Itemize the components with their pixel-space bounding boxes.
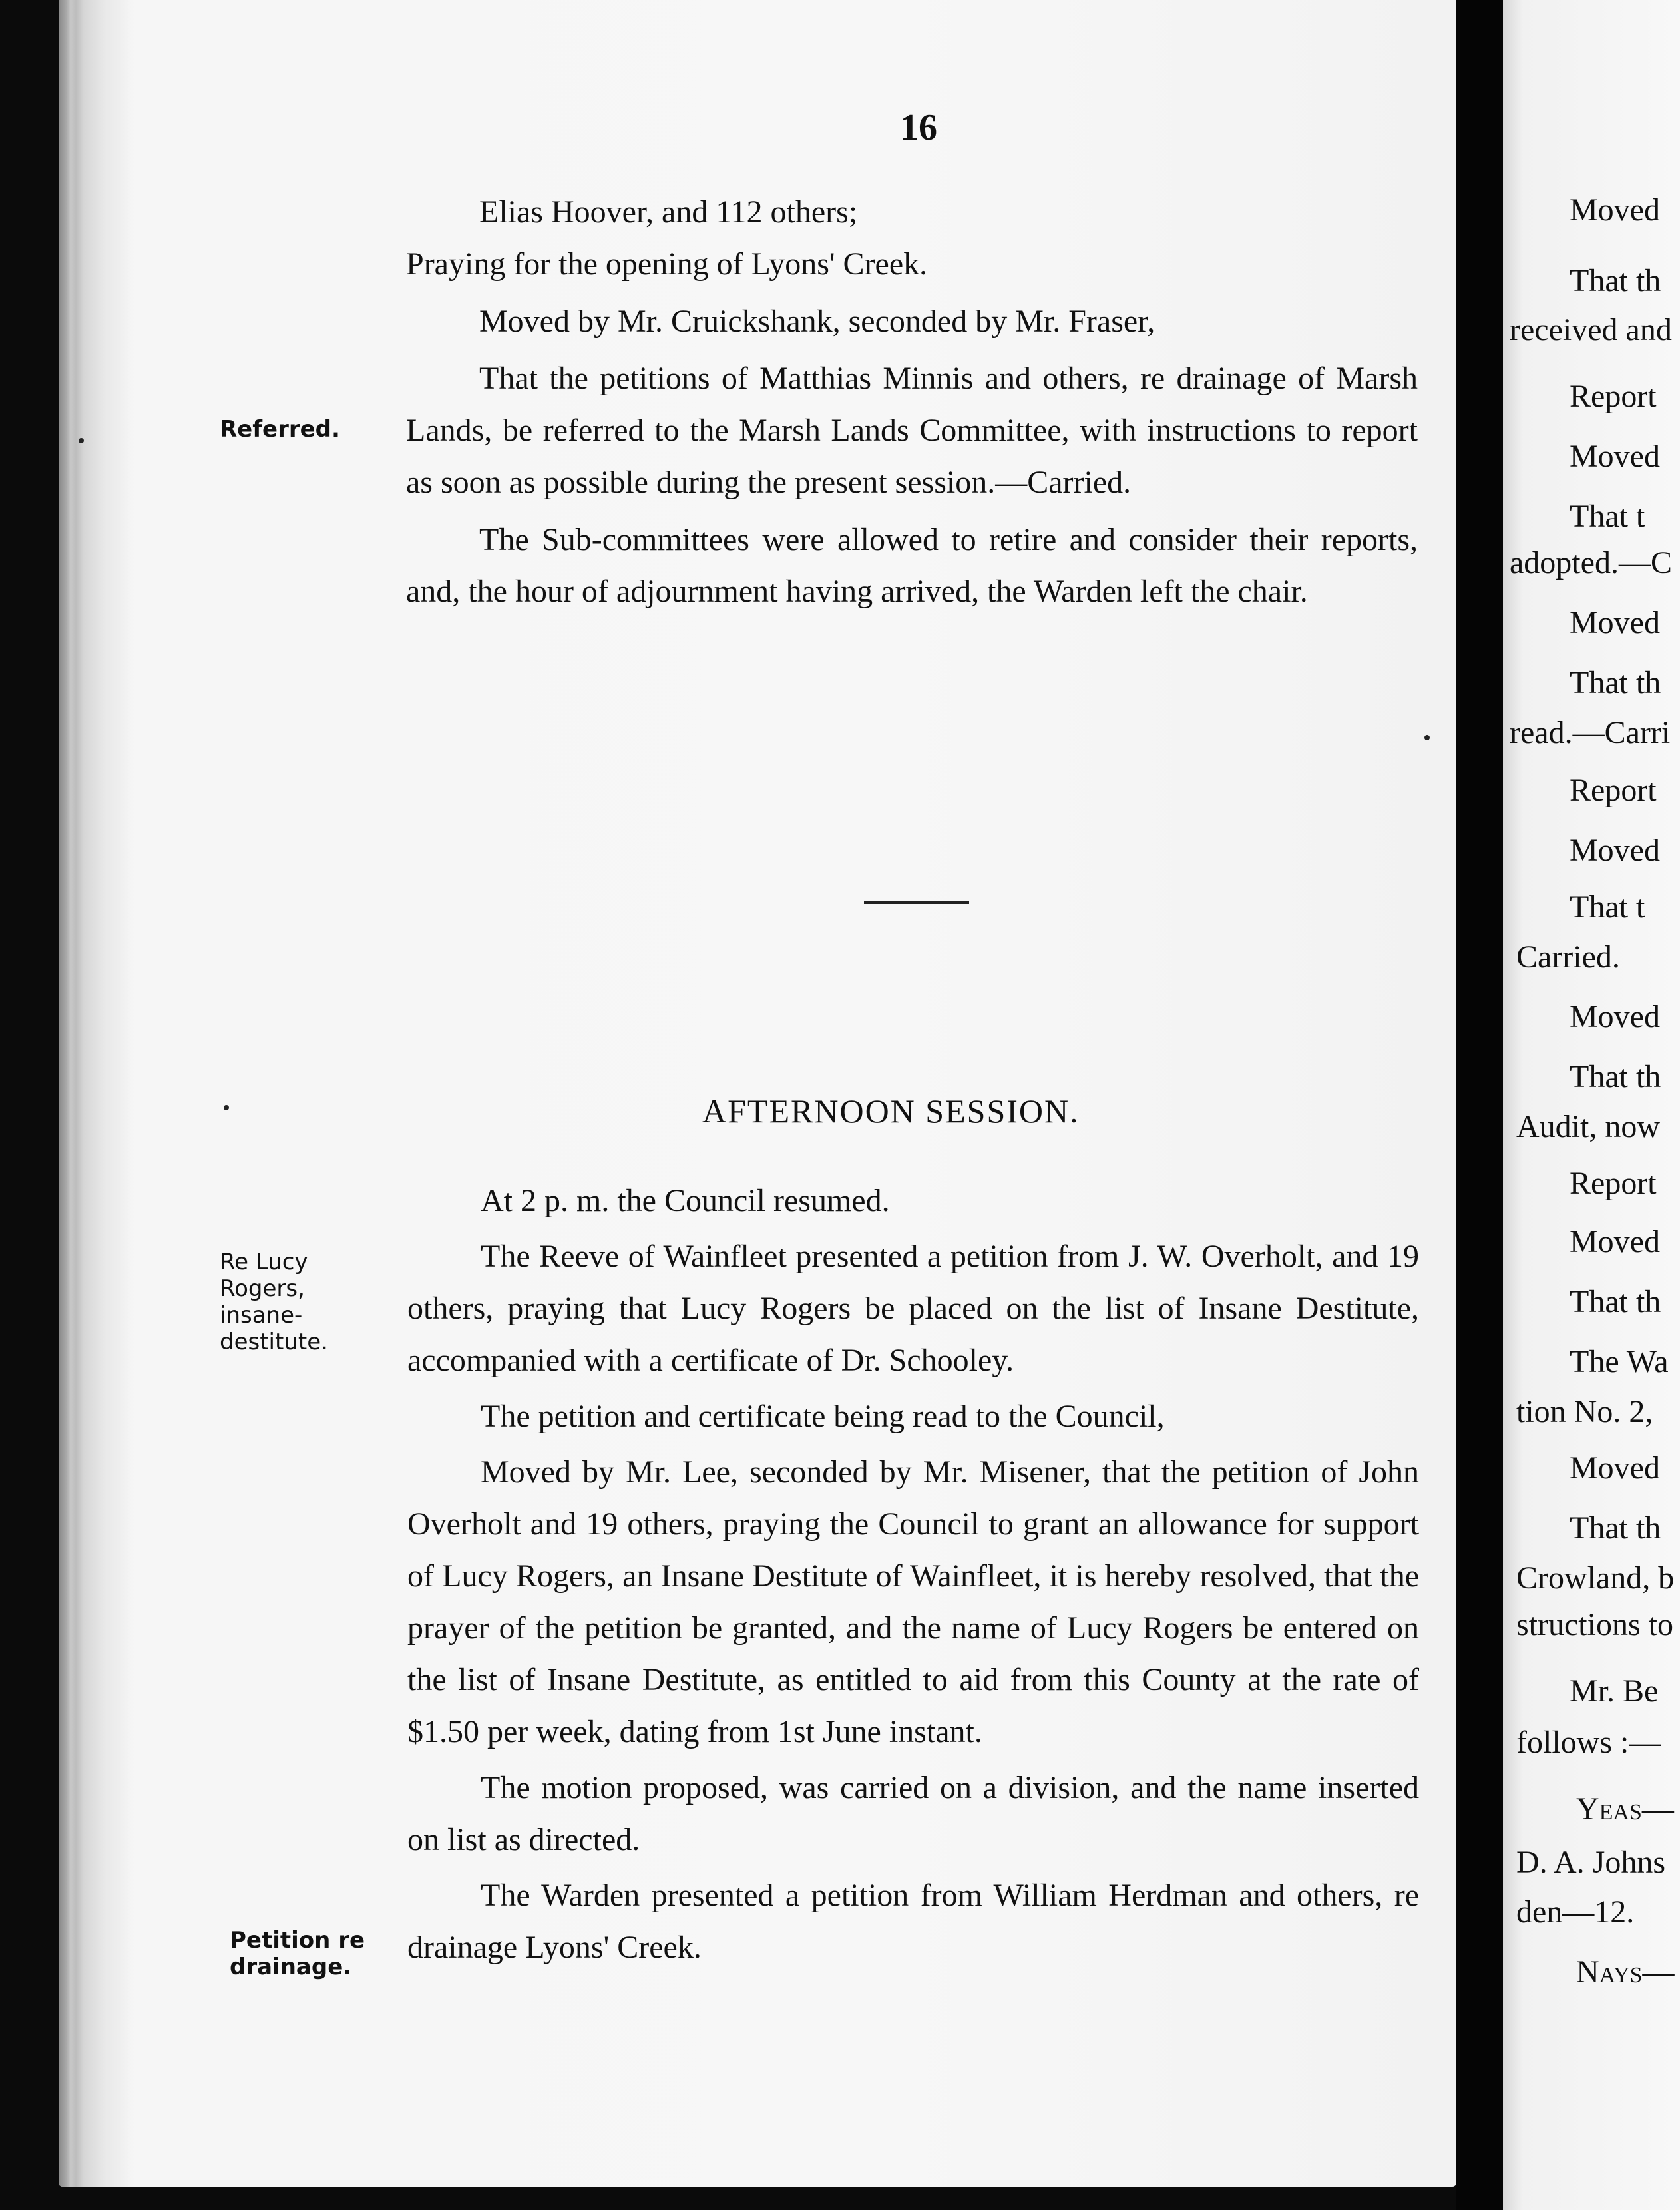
right-line: Moved xyxy=(1570,999,1660,1034)
paragraph: That the petitions of Matthias Minnis and others, re drainage of Marsh Lands, be referred to the Marsh Lands Committee, with instructions to report as soon as possible during the present session.—Carried. xyxy=(406,361,1418,500)
right-line: That th xyxy=(1570,665,1661,700)
right-line: Moved xyxy=(1570,439,1660,474)
section-heading: AFTERNOON SESSION. xyxy=(702,1092,1080,1130)
right-line: Nays— xyxy=(1576,1954,1675,1990)
paragraph: The Reeve of Wainfleet presented a petition from J. W. Overholt, and 19 others, praying that Lucy Rogers be placed on the list of Insane Destitute, accompanied with a certificate of Dr. Schooley. xyxy=(407,1239,1419,1378)
right-line: Yeas— xyxy=(1576,1791,1674,1827)
page-number: 16 xyxy=(900,107,937,148)
right-line: Report xyxy=(1570,1166,1657,1201)
paragraph: Praying for the opening of Lyons' Creek. xyxy=(406,246,928,282)
section-divider xyxy=(864,901,969,904)
right-line: Report xyxy=(1570,773,1657,808)
right-line: Crowland, b xyxy=(1516,1560,1675,1596)
paragraph: The Sub-committees were allowed to retire and consider their reports, and, the hour of adjournment having arrived, the Warden left the chair. xyxy=(406,522,1418,609)
right-line: Mr. Be xyxy=(1570,1673,1659,1709)
right-line: structions to xyxy=(1516,1607,1673,1642)
paragraph: Moved by Mr. Cruickshank, seconded by Mr. Fraser, xyxy=(479,304,1155,339)
right-line: The Wa xyxy=(1570,1344,1669,1379)
margin-note-petition-drainage: Petition re drainage. xyxy=(230,1927,365,1980)
margin-note-lucy-rogers: Re Lucy Rogers, insane-destitute. xyxy=(220,1249,328,1355)
ink-dot xyxy=(1424,735,1430,740)
right-line: adopted.—C xyxy=(1510,545,1672,580)
right-line: tion No. 2, xyxy=(1516,1394,1653,1429)
right-line: Carried. xyxy=(1516,939,1620,975)
paragraph: The motion proposed, was carried on a division, and the name inserted on list as directed. xyxy=(407,1770,1419,1857)
right-line: Moved xyxy=(1570,1224,1660,1259)
paragraph: Elias Hoover, and 112 others; xyxy=(479,194,858,230)
paragraph: The Warden presented a petition from William Herdman and others, re drainage Lyons' Creek. xyxy=(407,1878,1419,1965)
right-line: That t xyxy=(1570,889,1645,925)
right-line: follows :— xyxy=(1516,1725,1661,1760)
book-gutter xyxy=(1456,0,1503,2210)
right-line: read.—Carri xyxy=(1510,715,1671,750)
right-line: den—12. xyxy=(1516,1894,1635,1930)
right-line: That th xyxy=(1570,1284,1661,1319)
right-line: received and xyxy=(1510,312,1672,347)
afternoon-text-block xyxy=(407,1175,1419,1974)
spine-shadow xyxy=(59,0,132,2187)
right-line: That th xyxy=(1570,1059,1661,1094)
ink-dot xyxy=(224,1105,229,1110)
right-line: Moved xyxy=(1570,833,1660,868)
morning-text-block xyxy=(406,186,1418,618)
ink-dot xyxy=(79,438,84,443)
paragraph: Moved by Mr. Lee, seconded by Mr. Misener, that the petition of John Overholt and 19 others, praying the Council to grant an allowance for support of Lucy Rogers, an Insane Destitute of Wainfleet, it is hereby resolved, that the prayer of the petition be granted, and the name of Lucy Rogers be entered on the list of Insane Destitute, as entitled to aid from this County at the rate of $1.50 per week, dating from 1st June instant. xyxy=(407,1454,1419,1749)
paragraph: The petition and certificate being read to the Council, xyxy=(481,1399,1165,1434)
right-line: Audit, now xyxy=(1516,1109,1660,1144)
right-line: Report xyxy=(1570,379,1657,414)
right-line: Moved xyxy=(1570,605,1660,640)
right-line: D. A. Johns xyxy=(1516,1845,1666,1880)
paragraph: At 2 p. m. the Council resumed. xyxy=(481,1183,890,1218)
right-line: Moved xyxy=(1570,192,1660,228)
right-line: That th xyxy=(1570,263,1661,298)
right-line: Moved xyxy=(1570,1450,1660,1486)
right-line: That t xyxy=(1570,499,1645,534)
margin-note-referred: Referred. xyxy=(220,416,340,443)
right-page xyxy=(1503,0,1680,2210)
right-line: That th xyxy=(1570,1510,1661,1546)
